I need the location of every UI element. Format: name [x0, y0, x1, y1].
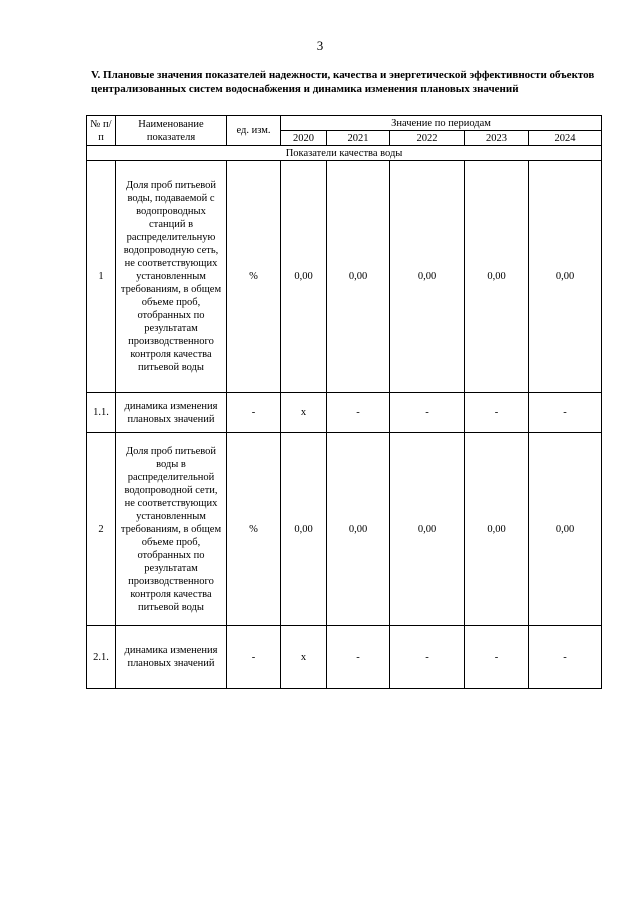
row-value: 0,00	[327, 161, 390, 393]
row-value: -	[327, 393, 390, 433]
row-value: 0,00	[529, 433, 602, 626]
row-value: -	[390, 393, 465, 433]
header-num: № п/п	[87, 116, 116, 146]
table-row	[87, 626, 602, 689]
row-unit: %	[227, 433, 281, 626]
row-value: 0,00	[390, 161, 465, 393]
row-name: Доля проб питьевой воды в распределительной водопроводной сети, не соответствующих установленным требованиям, в общем объеме проб, отобранных по результатам производственного контроля качества питьевой воды	[116, 433, 227, 626]
row-num: 1.1.	[87, 393, 116, 433]
row-unit: %	[227, 161, 281, 393]
section-heading: V. Плановые значения показателей надежности, качества и энергетической эффективности объектов централизованных систем водоснабжения и динамика изменения плановых значений	[91, 69, 595, 95]
row-value: -	[529, 626, 602, 689]
row-name: динамика изменения плановых значений	[116, 626, 227, 689]
header-unit: ед. изм.	[227, 116, 281, 146]
header-periods: Значение по периодам	[281, 116, 602, 131]
row-num: 2	[87, 433, 116, 626]
row-value: -	[465, 626, 529, 689]
row-value: 0,00	[281, 433, 327, 626]
row-num: 1	[87, 161, 116, 393]
header-year: 2023	[465, 131, 529, 146]
row-num: 2.1.	[87, 626, 116, 689]
header-name: Наименование показателя	[116, 116, 227, 146]
page-number: 3	[316, 38, 324, 53]
indicators-table	[86, 115, 602, 689]
table-row	[87, 393, 602, 433]
row-value: 0,00	[465, 433, 529, 626]
header-year: 2021	[327, 131, 390, 146]
row-unit: -	[227, 393, 281, 433]
row-value: 0,00	[390, 433, 465, 626]
header-year: 2020	[281, 131, 327, 146]
table-row	[87, 161, 602, 393]
row-name: Доля проб питьевой воды, подаваемой с водопроводных станций в распределительную водопроводную сеть, не соответствующих установленным требованиям, в общем объеме проб, отобранных по результатам производственного контроля качества питьевой воды	[116, 161, 227, 393]
row-value: -	[529, 393, 602, 433]
row-value: -	[390, 626, 465, 689]
row-name: динамика изменения плановых значений	[116, 393, 227, 433]
row-value: -	[465, 393, 529, 433]
row-value: х	[281, 626, 327, 689]
section-row-title: Показатели качества воды	[87, 146, 602, 161]
table-row	[87, 433, 602, 626]
row-value: 0,00	[529, 161, 602, 393]
row-value: -	[327, 626, 390, 689]
row-value: 0,00	[465, 161, 529, 393]
row-value: 0,00	[281, 161, 327, 393]
header-year: 2024	[529, 131, 602, 146]
header-year: 2022	[390, 131, 465, 146]
row-unit: -	[227, 626, 281, 689]
row-value: 0,00	[327, 433, 390, 626]
row-value: х	[281, 393, 327, 433]
